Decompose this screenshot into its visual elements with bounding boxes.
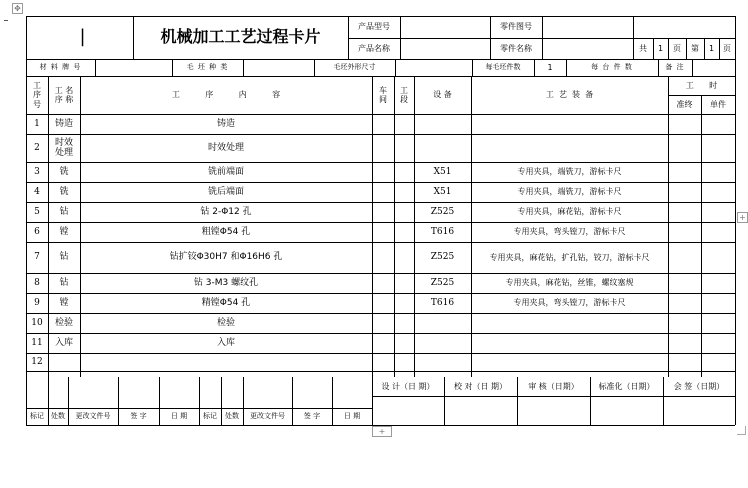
material-no-label: 材 料 牌 号 <box>39 63 82 72</box>
tooling-value: 专用夹具，弯头镗刀，游标卡尺 <box>513 298 626 308</box>
grid-line <box>372 396 735 397</box>
remarks-label: 备 注 <box>665 63 685 72</box>
step-content: 铸造 <box>216 118 235 129</box>
step-name: 时效 处理 <box>54 137 73 158</box>
add-column-button[interactable]: + <box>737 212 748 223</box>
step-content: 检验 <box>216 317 235 328</box>
step-name: 入库 <box>54 337 73 348</box>
cursor-marker <box>4 20 8 21</box>
blank-size-label: 毛坯外形尺寸 <box>333 63 376 72</box>
labor-time-header: 工 时 <box>685 80 718 90</box>
grid-line <box>372 76 373 377</box>
per-unit-label: 每 台 件 数 <box>591 63 633 72</box>
revision-label: 标记 <box>203 412 217 421</box>
table-move-handle[interactable]: ✥ <box>12 3 23 14</box>
step-content: 钻 3-M3 螺纹孔 <box>193 277 259 288</box>
step-content: 精镗Φ54 孔 <box>201 297 251 308</box>
step-name: 铣 <box>59 166 69 177</box>
section-header: 工 段 <box>400 85 408 104</box>
revision-label: 签 字 <box>303 412 321 421</box>
grid-line <box>692 59 693 76</box>
tooling-value: 专用夹具，弯头镗刀，游标卡尺 <box>513 227 626 237</box>
step-no: 2 <box>34 142 40 153</box>
grid-line <box>668 76 669 377</box>
step-name <box>48 353 80 371</box>
step-content-header: 工 序 内 容 <box>171 90 281 100</box>
equipment-value: Z525 <box>430 206 455 217</box>
tooling-value: 专用夹具，端铣刀，游标卡尺 <box>517 167 622 177</box>
product-name-label: 产品名称 <box>358 43 390 53</box>
step-content: 铣前端面 <box>207 166 244 177</box>
equipment-value <box>414 134 471 162</box>
product-model-label: 产品型号 <box>358 22 390 32</box>
blanks-per-value: 1 <box>547 62 553 72</box>
equipment-value: X51 <box>433 186 452 197</box>
step-name-header: 工 名 序 称 <box>54 85 74 104</box>
revision-label: 日 期 <box>170 412 188 421</box>
equipment-value <box>414 353 471 371</box>
step-no-header: 工 序 号 <box>33 81 41 109</box>
revision-label: 更改文件号 <box>75 412 111 421</box>
current-page-value: 1 <box>708 43 715 53</box>
card-right-border <box>735 16 736 425</box>
tooling-value <box>471 333 668 353</box>
step-content: 钻扩铰Φ30H7 和Φ16H6 孔 <box>169 252 283 263</box>
workshop-header: 车 间 <box>379 85 387 104</box>
standard-signoff-label: 标准化（日期） <box>598 381 655 391</box>
revision-label: 标记 <box>30 412 44 421</box>
revision-label: 处数 <box>225 412 239 421</box>
grid-line <box>394 76 395 377</box>
tooling-value: 专用夹具，麻花钻，丝锥，螺纹塞规 <box>505 278 634 288</box>
step-no: 7 <box>34 252 40 263</box>
step-name: 钻 <box>59 252 69 263</box>
blanks-per-label: 每毛坯件数 <box>485 63 521 72</box>
part-name-label: 零件名称 <box>500 43 532 53</box>
revision-label: 签 字 <box>130 412 147 421</box>
equipment-value: X51 <box>433 166 452 177</box>
step-content <box>80 353 372 371</box>
equipment-value: T616 <box>430 226 455 237</box>
revision-label: 更改文件号 <box>250 412 285 421</box>
step-content: 入库 <box>216 337 235 348</box>
current-page-label: 第 <box>691 43 699 53</box>
review-signoff-label: 审 核（日期） <box>528 381 579 391</box>
grid-line <box>542 16 543 59</box>
step-no: 11 <box>31 337 43 348</box>
countersign-signoff-label: 会 签（日期） <box>673 381 725 391</box>
step-content: 粗镗Φ54 孔 <box>201 226 251 237</box>
grid-line <box>701 95 702 377</box>
step-name: 钻 <box>59 277 69 288</box>
resize-handle[interactable] <box>737 426 746 435</box>
tooling-header: 工 艺 装 备 <box>545 90 594 100</box>
step-no: 6 <box>34 226 40 237</box>
equipment-value: Z525 <box>430 252 455 263</box>
step-content: 铣后端面 <box>207 186 244 197</box>
row-divider <box>26 371 735 372</box>
step-content: 时效处理 <box>207 142 244 153</box>
part-drawing-no-label: 零件图号 <box>500 22 532 32</box>
tooling-value <box>471 134 668 162</box>
company-logo: | <box>79 26 86 48</box>
check-signoff-label: 校 对（日 期） <box>453 381 508 391</box>
equipment-value <box>414 333 471 353</box>
step-no: 9 <box>34 297 40 308</box>
tooling-value: 专用夹具，端铣刀，游标卡尺 <box>517 187 622 197</box>
step-no: 1 <box>34 118 40 129</box>
page-unit-label: 页 <box>673 43 681 53</box>
step-no: 12 <box>31 356 43 367</box>
grid-line <box>243 59 244 76</box>
tooling-value: 专用夹具，麻花钻，扩孔钻，铰刀，游标卡尺 <box>489 252 650 262</box>
equipment-header: 设 备 <box>433 90 452 100</box>
step-name: 镗 <box>59 297 69 308</box>
step-name: 镗 <box>59 226 69 237</box>
tooling-value <box>471 353 668 371</box>
step-name: 铸造 <box>54 118 73 129</box>
equipment-value: Z525 <box>430 277 455 288</box>
grid-line <box>400 16 401 59</box>
prep-time-header: 准终 <box>676 99 693 109</box>
step-content: 钻 2-Φ12 孔 <box>200 206 252 217</box>
step-no: 5 <box>34 206 40 217</box>
step-no: 8 <box>34 277 40 288</box>
tooling-value <box>471 114 668 134</box>
step-no: 4 <box>34 186 40 197</box>
tooling-value: 专用夹具，麻花钻，游标卡尺 <box>517 207 622 217</box>
equipment-value: T616 <box>430 297 455 308</box>
revision-label: 处数 <box>51 412 65 421</box>
grid-line <box>395 59 396 76</box>
step-name: 铣 <box>59 186 69 197</box>
unit-time-header: 单件 <box>710 99 726 109</box>
revision-label: 日 期 <box>343 412 361 421</box>
grid-line <box>95 59 96 76</box>
step-name: 钻 <box>59 206 69 217</box>
step-name: 检验 <box>54 317 73 328</box>
equipment-value <box>414 114 471 134</box>
add-row-button[interactable]: + <box>372 426 392 437</box>
page-unit-label: 页 <box>723 43 731 53</box>
total-pages-value: 1 <box>657 43 664 53</box>
total-pages-label: 共 <box>639 43 647 53</box>
design-signoff-label: 设 计（日 期） <box>381 381 435 391</box>
tooling-value <box>471 313 668 333</box>
equipment-value <box>414 313 471 333</box>
blank-type-label: 毛 坯 种 类 <box>186 63 229 72</box>
step-no: 3 <box>34 166 40 177</box>
step-no: 10 <box>31 317 43 328</box>
card-title: 机械加工工艺过程卡片 <box>160 27 321 47</box>
